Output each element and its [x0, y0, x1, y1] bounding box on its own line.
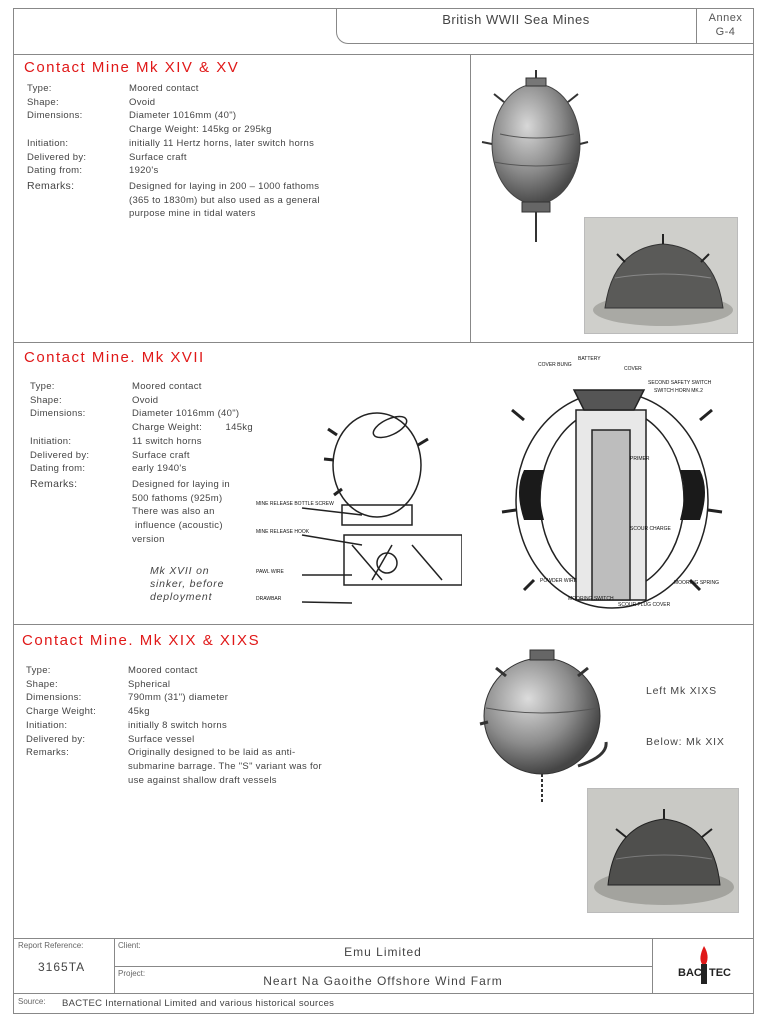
label-scour-plug-cover: SCOUR PLUG COVER	[618, 602, 671, 608]
source-value: BACTEC International Limited and various historical sources	[62, 998, 335, 1009]
label-cover: COVER	[624, 366, 642, 372]
spec-label: Type:	[26, 665, 51, 676]
spec-value: Charge Weight: 145kg or 295kg	[129, 124, 272, 136]
mk-xiv-mine-illustration	[478, 62, 590, 244]
remarks-label: Remarks:	[27, 179, 75, 192]
spec-label: Delivered by:	[26, 733, 86, 745]
spec-row	[30, 380, 280, 394]
spec-row	[26, 746, 466, 760]
document-title: British WWII Sea Mines	[442, 12, 590, 27]
mk-xix-mine-photo-drawing	[588, 789, 739, 913]
spec-value: early 1940's	[132, 463, 187, 475]
spec-value: Ovoid	[132, 394, 159, 406]
spec-label: Remarks:	[26, 747, 70, 759]
spec-label: Delivered by:	[30, 449, 90, 461]
caption-line: deployment	[150, 591, 213, 603]
spec-value: Ovoid	[129, 96, 156, 108]
client-value: Emu Limited	[344, 945, 422, 959]
spec-row	[30, 407, 280, 421]
spec-value: Surface vessel	[128, 733, 195, 745]
spec-value: Spherical	[128, 678, 171, 690]
caption-line: Mk XVII on	[150, 565, 210, 577]
spec-label	[26, 774, 128, 788]
spec-row	[27, 96, 467, 110]
spec-row	[26, 691, 466, 705]
spec-row	[30, 421, 280, 435]
spec-value: submarine barrage. The "S" variant was for	[128, 760, 322, 772]
spec-row	[26, 760, 466, 774]
project-value: Neart Na Gaoithe Offshore Wind Farm	[263, 974, 503, 988]
spec-row	[30, 449, 280, 463]
section-1-specs	[27, 82, 467, 221]
spec-label: Shape:	[27, 96, 59, 108]
remarks-line: influence (acoustic)	[132, 520, 223, 532]
report-reference-value: 3165TA	[38, 960, 86, 974]
section-3-title: Contact Mine. Mk XIX & XIXS	[22, 632, 261, 649]
spec-label	[26, 760, 128, 774]
remarks-line: There was also an	[132, 506, 215, 518]
remarks-line: Designed for laying in	[132, 478, 230, 490]
spec-value: Surface craft	[129, 151, 187, 163]
spec-row	[26, 774, 466, 788]
spec-label: Dimensions:	[27, 110, 83, 122]
spec-label: Dimensions:	[30, 408, 86, 420]
spec-value: Diameter 1016mm (40")	[132, 408, 240, 420]
remarks-line: (365 to 1830m) but also used as a general	[129, 194, 320, 206]
spec-value: initially 8 switch horns	[128, 719, 228, 731]
bactec-logo	[668, 944, 740, 988]
spec-row	[27, 123, 467, 137]
spec-row	[30, 435, 280, 449]
divider-section-2	[13, 342, 754, 343]
remarks-line: version	[132, 533, 165, 545]
label-scour-charge: SCOUR CHARGE	[630, 526, 671, 532]
spec-value: Originally designed to be laid as anti-	[128, 747, 296, 759]
spec-label: Type:	[27, 83, 52, 94]
remarks-text	[129, 180, 467, 221]
label-mooring-switch: MOORING SWITCH	[568, 596, 614, 602]
spec-value: Surface craft	[132, 449, 190, 461]
mk-xv-mine-photo-drawing	[585, 218, 738, 334]
label-mine-release-bottle-screw: MINE RELEASE BOTTLE SCREW	[256, 501, 334, 507]
spec-value: Moored contact	[129, 83, 199, 94]
footer-source-line	[13, 993, 754, 994]
spec-row	[30, 462, 280, 476]
spec-label: Type:	[30, 381, 55, 392]
spec-row	[26, 733, 466, 747]
column-divider-1	[470, 54, 471, 342]
spec-value: Moored contact	[128, 665, 198, 676]
source-label: Source:	[18, 997, 46, 1006]
section-3-specs	[26, 664, 466, 787]
remarks-line: Designed for laying in 200 – 1000 fathoms	[129, 180, 320, 192]
label-second-safety-switch: SECOND SAFETY SWITCH	[648, 380, 712, 386]
section-1-title: Contact Mine Mk XIV & XV	[24, 59, 240, 76]
label-cover-bung: COVER BUNG	[538, 362, 572, 368]
annex-word: Annex	[708, 12, 743, 24]
mk-xixs-mine-illustration	[478, 636, 618, 806]
footer-top-line	[13, 938, 754, 939]
spec-label: Initiation:	[26, 719, 68, 731]
remarks-line: purpose mine in tidal waters	[129, 208, 256, 220]
label-switch-horn: SWITCH HORN MK.2	[654, 388, 703, 394]
spec-row	[26, 719, 466, 733]
spec-value: Charge Weight: 145kg	[132, 422, 253, 434]
spec-row	[26, 678, 466, 692]
label-mooring-spring: MOORING SPRING	[674, 580, 720, 586]
spec-label: Delivered by:	[27, 151, 87, 163]
report-reference-label: Report Reference:	[18, 941, 84, 950]
spec-label: Shape:	[26, 678, 58, 690]
spec-value: 1920's	[129, 165, 159, 177]
spec-label: Initiation:	[30, 435, 72, 447]
logo-text-left: BAC	[678, 967, 702, 979]
mk-xvii-caption	[150, 565, 224, 604]
spec-label: Charge Weight:	[26, 706, 97, 718]
section-2-title: Contact Mine. Mk XVII	[24, 349, 205, 366]
mk-xvii-cutaway-diagram	[484, 350, 746, 618]
spec-value: 790mm (31") diameter	[128, 692, 229, 704]
spec-value: Diameter 1016mm (40")	[129, 110, 237, 122]
remarks-row	[27, 180, 467, 221]
footer-mid-line	[114, 966, 652, 967]
spec-row	[27, 137, 467, 151]
spec-label: Shape:	[30, 394, 62, 406]
annex-number: G-4	[715, 26, 736, 38]
label-battery: BATTERY	[578, 356, 601, 362]
spec-value: use against shallow draft vessels	[128, 774, 277, 786]
footer-divider-2	[652, 938, 653, 993]
spec-value: 11 switch horns	[132, 435, 202, 447]
mk-xix-mine-photo	[587, 788, 739, 913]
spec-label	[30, 421, 132, 435]
spec-value: initially 11 Hertz horns, later switch horns	[129, 137, 315, 149]
spec-label: Initiation:	[27, 137, 69, 149]
spec-row	[26, 705, 466, 719]
mk-xix-label: Below: Mk XIX	[646, 736, 725, 748]
remarks-row	[30, 478, 280, 547]
spec-value: Moored contact	[132, 381, 202, 392]
label-pawl-wire: PAWL WIRE	[256, 569, 284, 575]
spec-label: Dating from:	[27, 165, 83, 177]
spec-label	[27, 123, 129, 137]
project-label: Project:	[118, 969, 146, 978]
mk-xixs-label: Left Mk XIXS	[646, 685, 717, 697]
label-mine-release-hook: MINE RELEASE HOOK	[256, 529, 310, 535]
spec-row	[30, 394, 280, 408]
spec-row	[27, 82, 467, 96]
remarks-label: Remarks:	[30, 477, 78, 490]
remarks-line: 500 fathoms (925m)	[132, 492, 223, 504]
spec-row	[26, 664, 466, 678]
label-drawbar: DRAWBAR	[256, 596, 282, 602]
spec-row	[27, 109, 467, 123]
mk-xv-mine-photo	[584, 217, 738, 334]
divider-top	[13, 54, 754, 55]
annex-label	[697, 11, 754, 39]
section-2-specs	[30, 380, 280, 546]
spec-label: Dimensions:	[26, 692, 82, 704]
mk-xvii-on-sinker-drawing	[252, 405, 462, 615]
divider-section-3	[13, 624, 754, 625]
logo-text-right: TEC	[709, 967, 731, 979]
spec-row	[27, 151, 467, 165]
spec-label: Dating from:	[30, 463, 86, 475]
label-powder-wire: POWDER WIRE	[540, 578, 577, 584]
spec-row	[27, 164, 467, 178]
caption-line: sinker, before	[150, 578, 225, 590]
spec-value: 45kg	[128, 706, 150, 718]
client-label: Client:	[118, 941, 141, 950]
label-primer: PRIMER	[630, 456, 650, 462]
